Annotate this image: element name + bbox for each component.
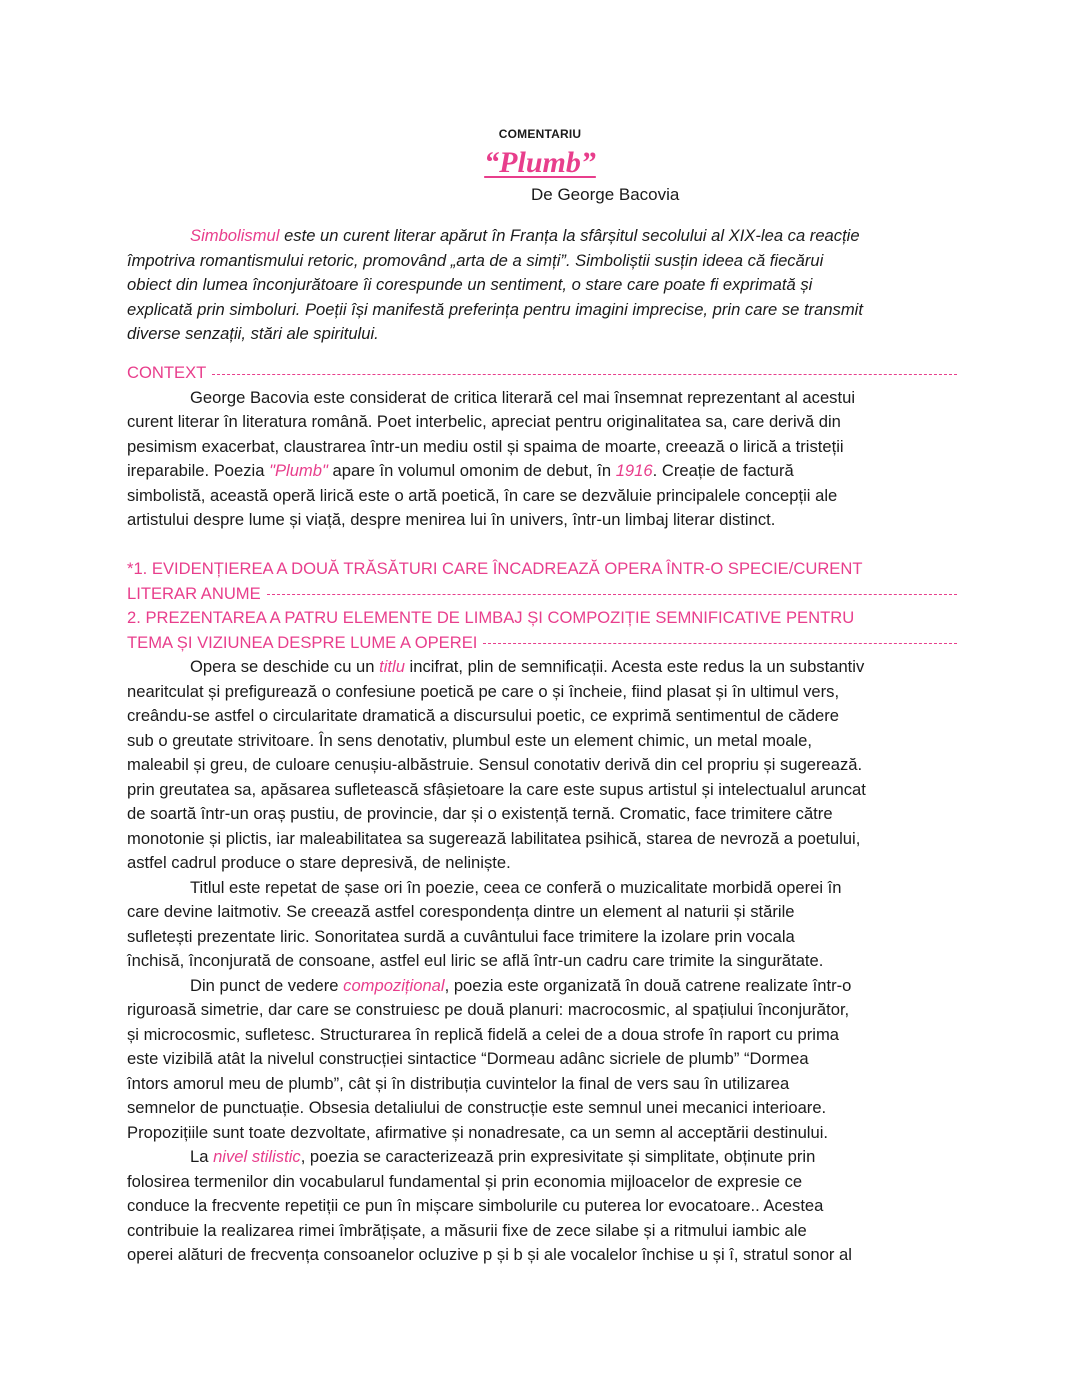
text-run: prin greutatea sa, apăsarea sufletească sfâșietoare la care este supus artistul și intelectualul aruncat: [127, 779, 866, 799]
text-run: este vizibilă atât la nivelul construcției sintactice “Dormeau adânc sicriele de plumb” “Dormea: [127, 1049, 809, 1068]
dashed-rule: [267, 594, 957, 595]
text-line: [127, 435, 957, 460]
highlighted-term: nivel stilistic: [213, 1147, 301, 1166]
text-line: [127, 1243, 957, 1268]
text-run: La: [190, 1147, 214, 1166]
text-line: [127, 410, 957, 435]
document-body: [127, 224, 957, 1268]
context-heading: [127, 361, 957, 386]
text-run: contribuie la realizarea rimei îmbrățișate, a măsurii fixe de zece silabe și a ritmului iambic ale: [127, 1220, 807, 1240]
text-run: apare în volumul omonim de debut, în: [327, 461, 616, 480]
text-line: [127, 655, 957, 680]
text-run: Opera se deschide cu un: [190, 657, 380, 676]
title-text: “Plumb”: [484, 146, 596, 179]
document-author: De George Bacovia: [531, 185, 680, 204]
dashed-rule: [483, 643, 957, 644]
text-line: [127, 224, 957, 249]
text-run: pesimism exacerbat, claustrarea într-un mediu ostil și spaima de moarte, creează o lirică a tristeții: [127, 436, 844, 456]
text-line: [127, 802, 957, 827]
context-heading-label: CONTEXT: [127, 363, 207, 382]
text-run: artistului despre lume și viață, despre menirea lui în univers, într-un limbaj literar distinct.: [127, 510, 776, 529]
text-run: care devine laitmotiv. Se creează astfel corespondența dintre un element al naturii și stările: [127, 902, 795, 921]
text-run: împotriva romantismului retoric, promovând „arta de a simți”. Simboliștii susțin ideea că fiecărui: [127, 250, 824, 270]
text-line: [127, 778, 957, 803]
text-line: [127, 249, 957, 274]
text-line: [127, 680, 957, 705]
requirement-1: [127, 557, 957, 606]
text-line: [127, 459, 957, 484]
text-line: [127, 298, 957, 323]
text-line: [127, 704, 957, 729]
text-run: conduce la frecvente repetiții ce pun în mișcare simbolurile cu puterea lor evocatoare.. Acestea: [127, 1196, 824, 1215]
text-run: sufletești prezentate liric. Sonoritatea surdă a cuvântului face trimitere la izolare prin vocala: [127, 926, 795, 946]
text-run: operei alături de frecvența consoanelor ocluzive p și b și ale vocalelor închise u și î, stratul sonor al: [127, 1245, 852, 1264]
text-run: diverse senzații, stări ale spiritului.: [127, 324, 379, 343]
text-line: [127, 1145, 957, 1170]
text-line: [127, 1096, 957, 1121]
highlighted-term: titlu: [379, 657, 405, 676]
text-line: [127, 1219, 957, 1244]
text-line: [127, 949, 957, 974]
text-run: nearitculat și prefigurează o confesiune poetică pe care o și încheie, fiind plasat și în ultimul vers,: [127, 681, 840, 701]
highlighted-term: 1916: [615, 461, 653, 480]
text-run: Titlul este repetat de șase ori în poezie, ceea ce conferă o muzicalitate morbidă operei în: [190, 877, 842, 897]
text-line: [127, 925, 957, 950]
text-run: explicată prin simboluri. Poeții își manifestă preferința pentru imagini imprecise, prin care se transmit: [127, 299, 863, 319]
text-run: întors amorul meu de plumb”, cât și în distribuția cuvintelor la final de vers sau în utilizarea: [127, 1073, 790, 1093]
requirement-line: 2. PREZENTAREA A PATRU ELEMENTE DE LIMBAJ ȘI COMPOZIȚIE SEMNIFICATIVE PENTRU: [127, 608, 855, 627]
text-line: [127, 753, 957, 778]
text-run: riguroasă simetrie, dar care se construiesc pe două planuri: macrocosmic, al spațiului înconjurător,: [127, 1000, 850, 1019]
text-line: [127, 876, 957, 901]
text-run: monotonie și plictis, iar maleabilitatea sa sugerează labilitatea psihică, starea de nevroză a poetului,: [127, 828, 861, 848]
text-line: [127, 900, 957, 925]
text-run: folosirea termenilor din vocabularul fundamental și prin economia mijloacelor de expresie ce: [127, 1171, 803, 1191]
text-run: semnelor de punctuație. Obsesia detaliului de construcție este semnul unei mecanici interioare.: [127, 1098, 827, 1117]
document-kicker: COMENTARIU: [498, 127, 582, 141]
text-line: [127, 974, 957, 999]
text-line: [127, 827, 957, 852]
text-run: astfel cadrul produce o stare depresivă, de neliniște.: [127, 853, 511, 872]
text-run: este un curent literar apărut în Franța la sfârșitul secolului al XIX-lea ca reacție: [279, 226, 860, 245]
text-line: [127, 851, 957, 876]
requirement-line: TEMA ȘI VIZIUNEA DESPRE LUME A OPEREI: [127, 632, 478, 652]
highlighted-term: Simbolismul: [190, 226, 280, 245]
text-line: [127, 273, 957, 298]
context-paragraph: [127, 386, 957, 533]
body-paragraph: [127, 876, 957, 974]
text-run: ireparabile. Poezia: [127, 461, 270, 480]
text-run: simbolistă, această operă lirică este o artă poetică, în care se dezvăluie principalele concepții ale: [127, 485, 838, 505]
text-run: maleabil și greu, de culoare cenușiu-albăstruie. Sensul conotativ derivă din cel propriu și sugerează.: [127, 755, 863, 774]
intro-paragraph: [127, 224, 957, 347]
text-line: [127, 1047, 957, 1072]
text-line: [127, 386, 957, 411]
text-run: sub o greutate strivitoare. În sens denotativ, plumbul este un element chimic, un metal moale,: [127, 730, 813, 750]
text-run: incifrat, plin de semnificații. Acesta este redus la un substantiv: [404, 657, 865, 676]
text-run: și microcosmic, sufletesc. Structurarea în replică fidelă a celei de a doua strofe în raport cu prima: [127, 1024, 839, 1044]
text-run: . Creație de factură: [652, 461, 794, 480]
text-line: [127, 1121, 957, 1146]
text-run: George Bacovia este considerat de critica literară cel mai însemnat reprezentant al acestui: [190, 387, 856, 407]
text-line: [127, 1023, 957, 1048]
requirement-line: *1. EVIDENȚIEREA A DOUĂ TRĂSĂTURI CARE ÎNCADREAZĂ OPERA ÎNTR-O SPECIE/CURENT: [127, 559, 863, 578]
text-line: [127, 1194, 957, 1219]
text-run: curent literar în literatura română. Poet interbelic, apreciat pentru originalitatea sa, care derivă din: [127, 412, 841, 431]
text-run: Din punct de vedere: [190, 975, 344, 995]
document-title: [0, 146, 1080, 180]
requirement-2: [127, 606, 957, 655]
text-line: [127, 1072, 957, 1097]
analysis-section: [127, 655, 957, 1268]
text-run: închisă, înconjurată de consoane, astfel eul liric se află într-un cadru care trimite la singurătate.: [127, 951, 824, 970]
dashed-rule: [212, 374, 957, 375]
body-paragraph: [127, 655, 957, 876]
text-run: , poezia este organizată în două catrene realizate într-o: [444, 975, 852, 995]
text-run: , poezia se caracterizează prin expresivitate și simplitate, obținute prin: [300, 1147, 816, 1166]
text-run: Propozițiile sunt toate dezvoltate, afirmative și nonadresate, ca un semn al acceptării destinului.: [127, 1122, 829, 1142]
text-line: [127, 729, 957, 754]
body-paragraph: [127, 974, 957, 1146]
highlighted-term: "Plumb": [269, 461, 328, 480]
body-paragraph: [127, 1145, 957, 1268]
text-line: [127, 1170, 957, 1195]
requirement-line: LITERAR ANUME: [127, 583, 261, 603]
text-line: [127, 322, 957, 347]
text-line: [127, 484, 957, 509]
text-run: obiect din lumea înconjurătoare îi corespunde un sentiment, o stare care poate fi exprimată și: [127, 275, 813, 294]
text-run: de soartă într-un oraș pustiu, de provincie, dar și o existență ternă. Cromatic, face trimitere către: [127, 804, 833, 823]
highlighted-term: compozițional: [343, 975, 445, 995]
text-run: creându-se astfel o circularitate dramatică a discursului poetic, ce exprimă sentimentul de cădere: [127, 706, 840, 725]
text-line: [127, 508, 957, 533]
text-line: [127, 998, 957, 1023]
